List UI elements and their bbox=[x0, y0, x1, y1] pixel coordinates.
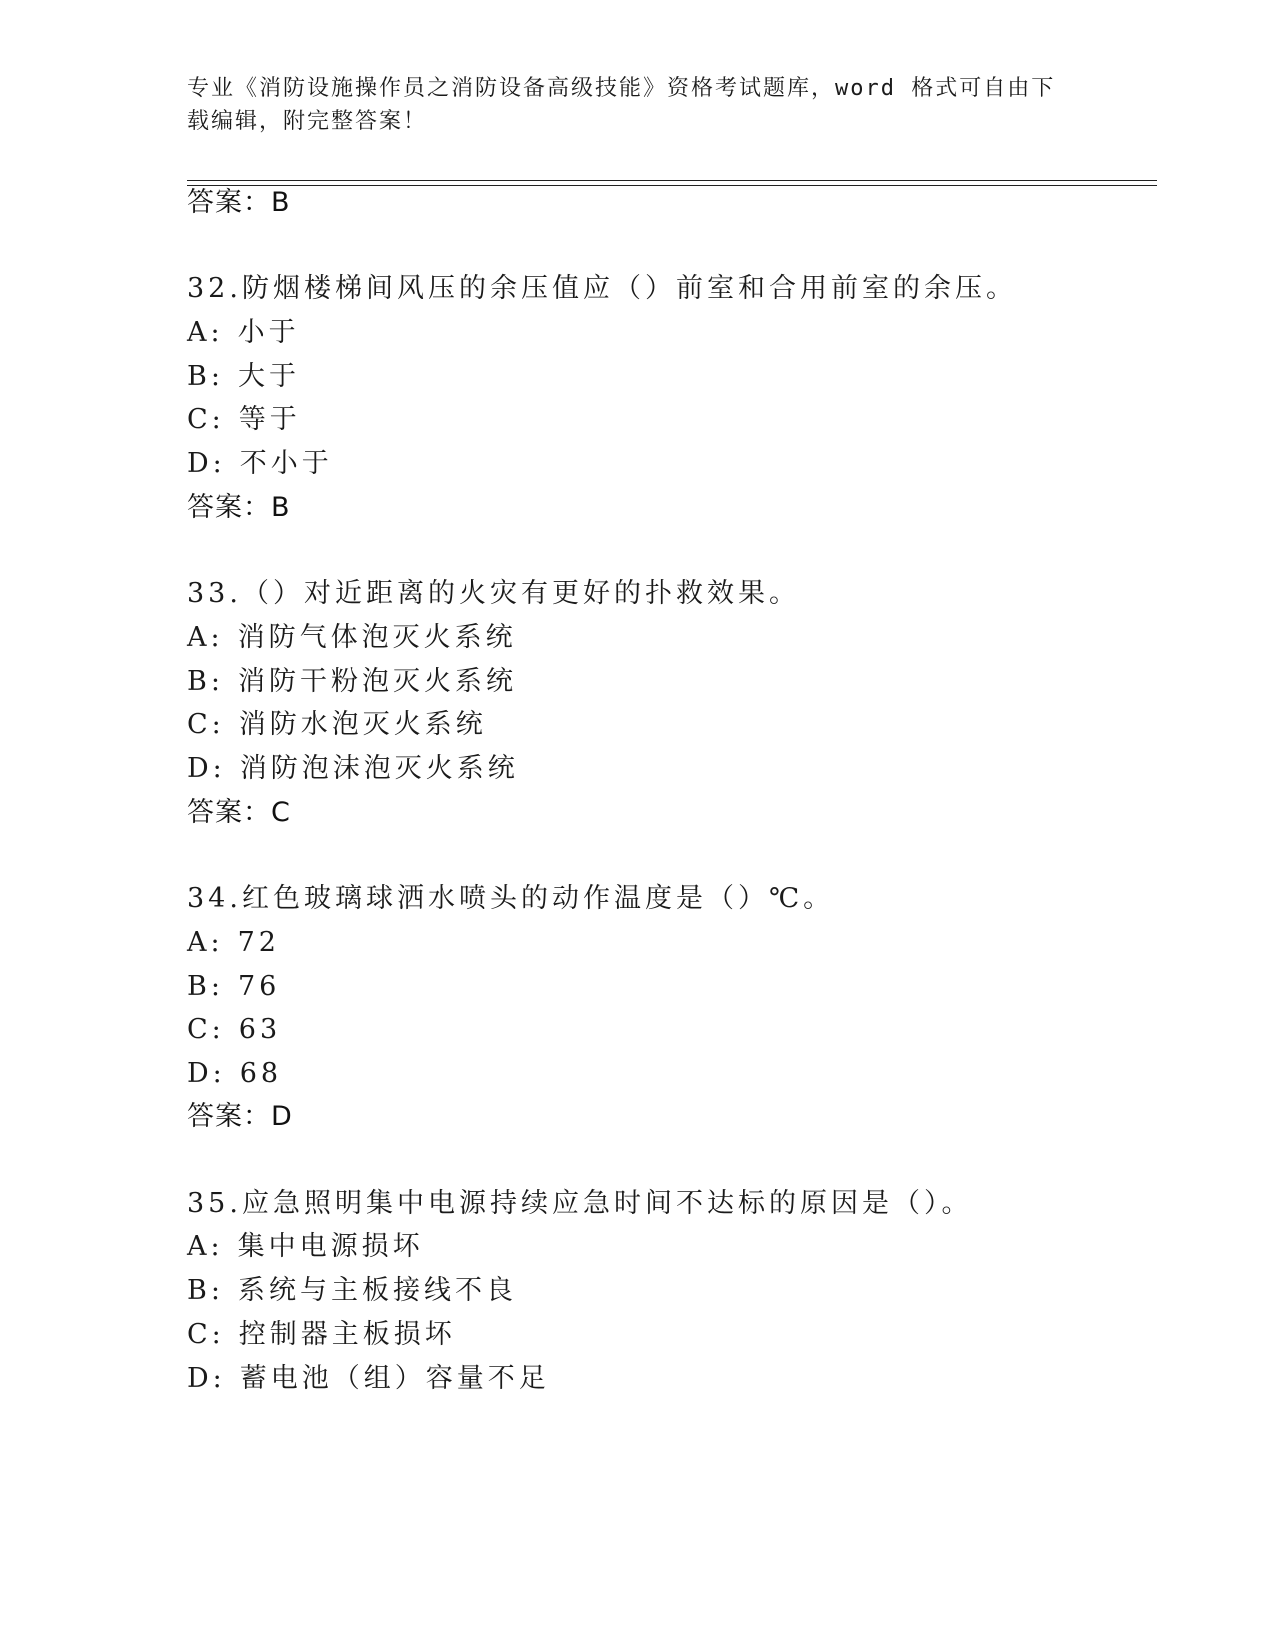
option-key: A: bbox=[187, 1231, 224, 1262]
option-key: A: bbox=[187, 317, 224, 348]
question-32-option-a bbox=[187, 316, 300, 350]
question-34-option-a bbox=[187, 926, 280, 960]
option-key: C: bbox=[187, 404, 225, 435]
option-text: 控制器主板损坏 bbox=[238, 1319, 456, 1350]
option-text: 消防气体泡灭火系统 bbox=[237, 622, 517, 653]
option-text: 系统与主板接线不良 bbox=[237, 1275, 517, 1306]
option-text: 大于 bbox=[237, 361, 300, 392]
question-33-answer: 答案：C bbox=[187, 797, 291, 828]
option-key: B: bbox=[187, 971, 224, 1002]
option-key: D: bbox=[187, 1058, 226, 1089]
header-rule-top bbox=[187, 180, 1157, 181]
option-text: 不小于 bbox=[239, 448, 333, 479]
option-key: A: bbox=[187, 622, 224, 653]
question-35-option-c bbox=[187, 1318, 456, 1352]
previous-answer: 答案：B bbox=[187, 187, 291, 218]
option-key: D: bbox=[187, 448, 226, 479]
option-text: 等于 bbox=[238, 404, 301, 435]
option-text: 小于 bbox=[237, 317, 300, 348]
option-text: 72 bbox=[237, 927, 280, 958]
option-text: 蓄电池（组）容量不足 bbox=[239, 1363, 550, 1394]
question-33-option-a bbox=[187, 621, 517, 655]
option-text: 68 bbox=[239, 1058, 283, 1089]
question-35-option-a bbox=[187, 1230, 424, 1264]
option-text: 消防干粉泡灭火系统 bbox=[237, 666, 517, 697]
option-text: 消防泡沫泡灭火系统 bbox=[239, 753, 519, 784]
question-32-answer: 答案：B bbox=[187, 492, 291, 523]
option-key: B: bbox=[187, 1275, 224, 1306]
option-key: B: bbox=[187, 666, 224, 697]
option-key: C: bbox=[187, 1014, 225, 1045]
question-34-stem: 34.红色玻璃球洒水喷头的动作温度是（）℃。 bbox=[187, 883, 835, 914]
option-key: C: bbox=[187, 1319, 225, 1350]
question-32-stem: 32.防烟楼梯间风压的余压值应（）前室和合用前室的余压。 bbox=[187, 273, 1017, 304]
question-35-option-d bbox=[187, 1362, 550, 1396]
question-34-option-c bbox=[187, 1013, 281, 1047]
document-header bbox=[187, 72, 1087, 138]
question-33-option-c bbox=[187, 708, 487, 742]
question-32-option-b bbox=[187, 360, 300, 394]
question-35-option-b bbox=[187, 1274, 517, 1308]
question-34-option-b bbox=[187, 970, 280, 1004]
option-text: 76 bbox=[237, 971, 281, 1002]
option-text: 集中电源损坏 bbox=[237, 1231, 424, 1262]
header-rule-bottom bbox=[187, 185, 1157, 186]
header-line-2: 载编辑，附完整答案！ bbox=[187, 109, 428, 134]
option-text: 消防水泡灭火系统 bbox=[238, 709, 487, 740]
option-key: D: bbox=[187, 1363, 226, 1394]
option-key: C: bbox=[187, 709, 225, 740]
question-33-stem: 33.（）对近距离的火灾有更好的扑救效果。 bbox=[187, 578, 800, 609]
question-32-option-c bbox=[187, 403, 301, 437]
question-34-answer: 答案：D bbox=[187, 1101, 293, 1132]
option-key: A: bbox=[187, 927, 224, 958]
option-key: D: bbox=[187, 753, 226, 784]
question-32-option-d bbox=[187, 447, 333, 481]
question-34-option-d bbox=[187, 1057, 282, 1091]
option-key: B: bbox=[187, 361, 224, 392]
question-33-option-d bbox=[187, 752, 519, 786]
option-text: 63 bbox=[238, 1014, 282, 1045]
header-line-1: 专业《消防设施操作员之消防设备高级技能》资格考试题库，word 格式可自由下 bbox=[187, 76, 1056, 101]
question-33-option-b bbox=[187, 665, 517, 699]
question-35-stem: 35.应急照明集中电源持续应急时间不达标的原因是（）。 bbox=[187, 1188, 973, 1219]
